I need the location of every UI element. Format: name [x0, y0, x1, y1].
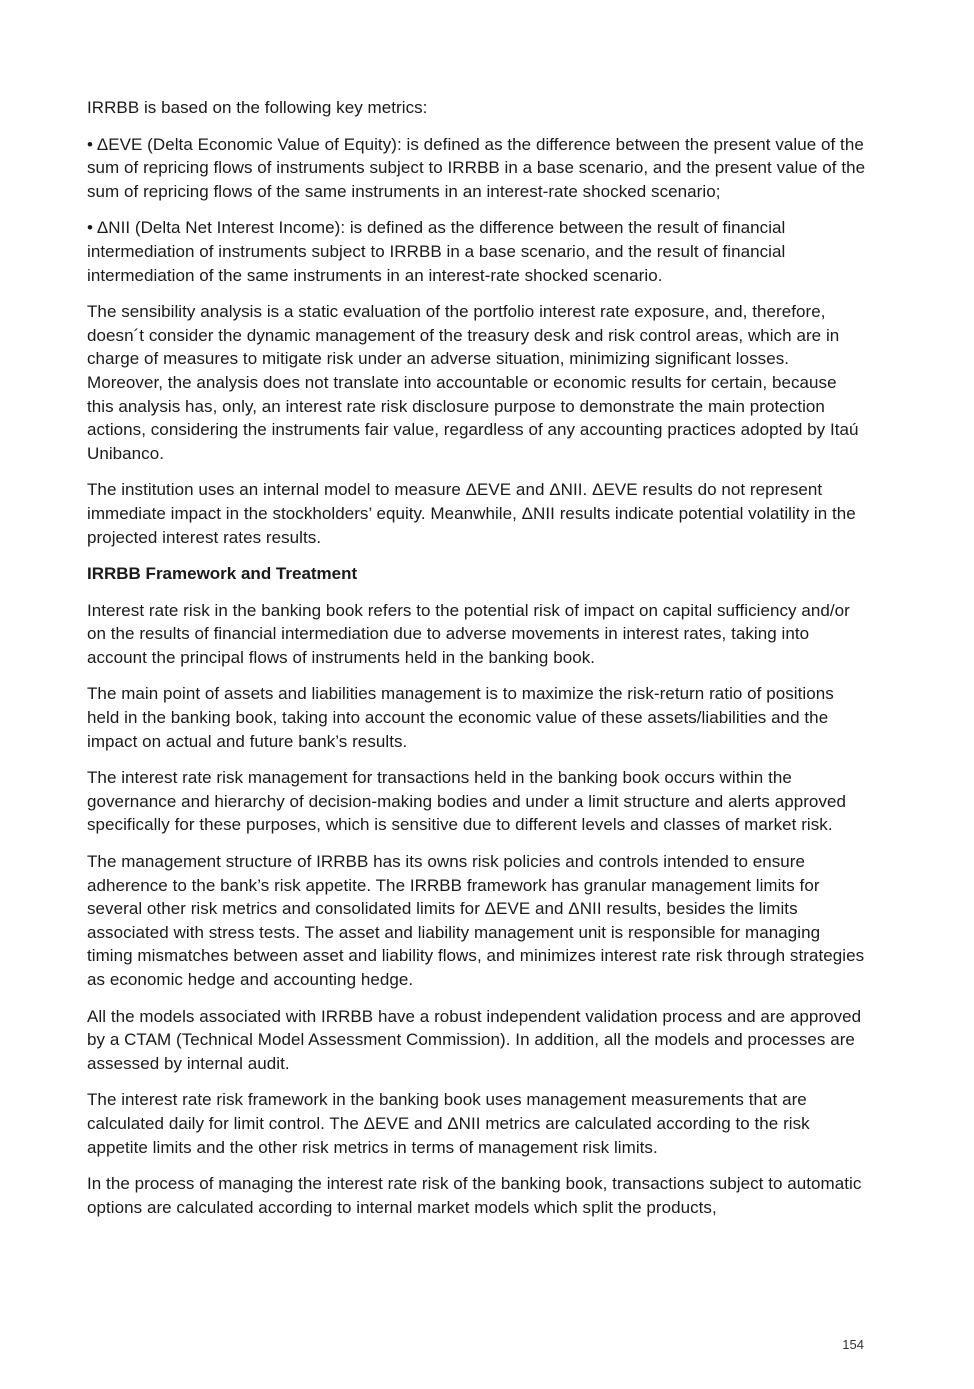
paragraph-interest-rate-risk-definition: Interest rate risk in the banking book refers to the potential risk of impact on capital sufficiency and/or on the results of financial intermediation due to adverse movements in interest rates, taking into account the principal flows of instruments held in the banking book.	[87, 600, 850, 667]
paragraph-daily-measurements: The interest rate risk framework in the banking book uses management measurements that are calculated daily for limit control. The ΔEVE and ΔNII metrics are calculated according to the risk appetite limits and the other risk metrics in terms of management risk limits.	[87, 1090, 810, 1157]
paragraph-internal-model: The institution uses an internal model to measure ΔEVE and ΔNII. ΔEVE results do not represent immediate impact in the stockholders’ equity. Meanwhile, ΔNII results indicate potential volatility in the projected interest rates results.	[87, 480, 856, 547]
paragraph-sensibility-analysis: The sensibility analysis is a static evaluation of the portfolio interest rate exposure, and, therefore, doesn´t consider the dynamic management of the treasury desk and risk control areas, which are in charge of measures to mitigate risk under an adverse situation, minimizing significant losses. Moreover, the analysis does not translate into accountable or economic results for certain, because this analysis has, only, an interest rate risk disclosure purpose to demonstrate the main protection actions, considering the instruments fair value, regardless of any accounting practices adopted by Itaú Unibanco.	[87, 302, 859, 463]
paragraph-management-structure: The management structure of IRRBB has its owns risk policies and controls intended to ensure adherence to the bank’s risk appetite. The IRRBB framework has granular management limits for several other risk metrics and consolidated limits for ΔEVE and ΔNII results, besides the limits associated with stress tests. The asset and liability management unit is responsible for managing timing mismatches between asset and liability flows, and minimizes interest rate risk through strategies as economic hedge and accounting hedge.	[87, 852, 865, 989]
paragraph-model-validation: All the models associated with IRRBB have a robust independent validation process and are approved by a CTAM (Technical Model Assessment Commission). In addition, all the models and processes are assessed by internal audit.	[87, 1006, 862, 1073]
section-heading-irrbb-framework: IRRBB Framework and Treatment	[87, 564, 358, 584]
document-body	[87, 96, 867, 1232]
paragraph-delta-eve-definition: • ΔEVE (Delta Economic Value of Equity): is defined as the difference between the present value of the sum of repricing flows of instruments subject to IRRBB in a base scenario, and the present value of the sum of repricing flows of the same instruments in an interest-rate shocked scenario;	[87, 134, 866, 201]
paragraph-risk-management-governance: The interest rate risk management for transactions held in the banking book occurs within the governance and hierarchy of decision-making bodies and under a limit structure and alerts approved specifically for these purposes, which is sensitive due to different levels and classes of market risk.	[87, 768, 846, 835]
paragraph-alm-objective: The main point of assets and liabilities management is to maximize the risk-return ratio of positions held in the banking book, taking into account the economic value of these assets/liabilities and the impact on actual and future bank’s results.	[87, 684, 834, 751]
page-number: 154	[842, 1337, 864, 1352]
paragraph-key-metrics-intro: IRRBB is based on the following key metrics:	[87, 98, 428, 117]
paragraph-delta-nii-definition: • ΔNII (Delta Net Interest Income): is defined as the difference between the result of financial intermediation of instruments subject to IRRBB in a base scenario, and the result of financial intermediation of the same instruments in an interest-rate shocked scenario.	[87, 218, 786, 285]
paragraph-automatic-options: In the process of managing the interest rate risk of the banking book, transactions subject to automatic options are calculated according to internal market models which split the products,	[87, 1174, 862, 1217]
